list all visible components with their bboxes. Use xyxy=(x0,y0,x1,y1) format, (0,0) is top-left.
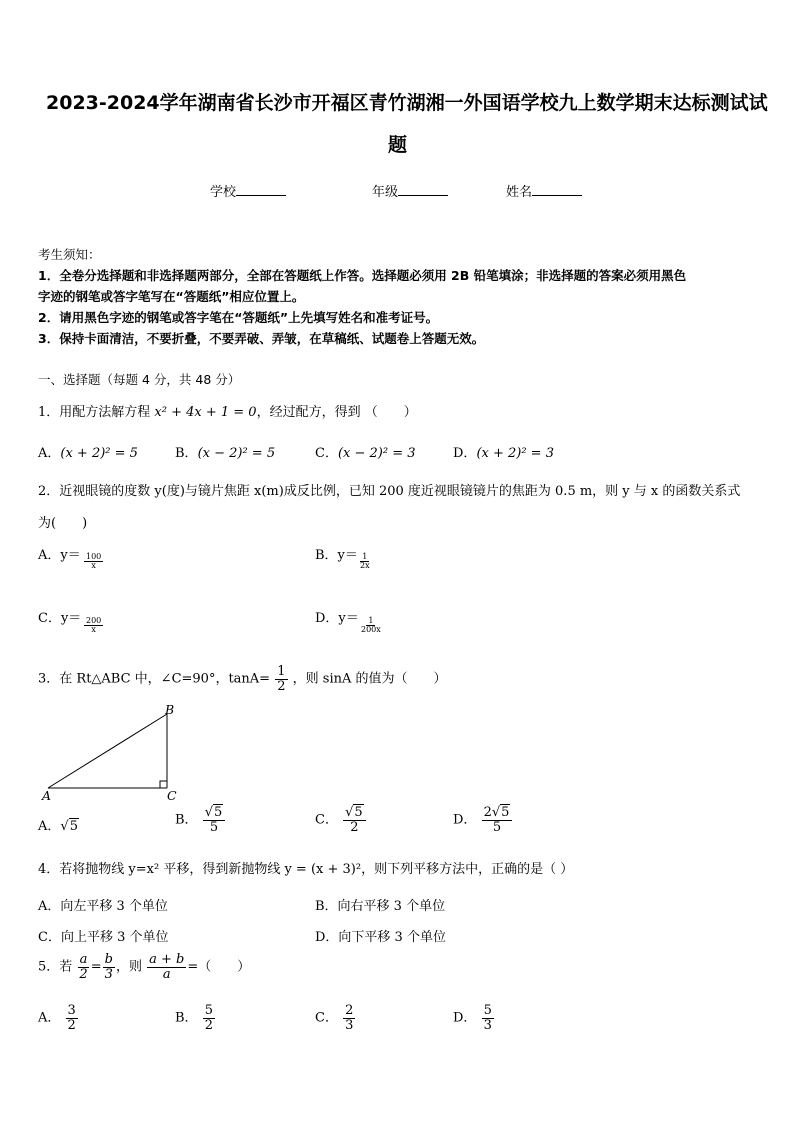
q2-d-numerator: 1 xyxy=(368,616,374,625)
q4-option-d: D．向下平移 3 个单位 xyxy=(315,930,446,945)
q5-mid: ，则 xyxy=(115,959,142,975)
school-label: 学校 xyxy=(210,185,237,200)
q3-option-b-label: B． xyxy=(175,812,198,828)
q5-option-b-denominator: 2 xyxy=(204,1017,213,1033)
q2-option-a-label: A．y＝ xyxy=(38,548,81,563)
q5-prefix: 5．若 xyxy=(38,959,73,975)
q2-option-d-label: D．y＝ xyxy=(315,611,359,626)
q2-b-numerator: 1 xyxy=(362,552,368,561)
q5-option-d-denominator: 3 xyxy=(483,1017,492,1033)
triangle-figure xyxy=(36,700,186,805)
q1-equation: x² + 4x + 1 = 0 xyxy=(154,405,257,420)
q3-option-d-coefficient: 2 xyxy=(483,805,492,820)
q3-option-a-label: A． xyxy=(38,819,61,834)
q3-option-d: D． $\frac{2√5}{5}$ xyxy=(453,806,513,834)
right-angle-mark xyxy=(160,781,167,788)
vertex-a-label: A xyxy=(42,788,52,803)
q5-option-b-numerator: 5 xyxy=(204,1003,213,1018)
q2-c-denominator: x xyxy=(91,625,96,635)
q4-option-b: B．向右平移 3 个单位 xyxy=(315,899,446,914)
q3-option-a-radicand: 5 xyxy=(69,819,78,834)
school-blank xyxy=(236,183,286,196)
q2-option-c-label: C．y＝ xyxy=(38,611,82,626)
q5-option-b xyxy=(175,1004,216,1032)
document-title-line1: 2023-2024学年湖南省长沙市开福区青竹湖湘一外国语学校九上数学期末达标测试试 xyxy=(46,92,768,114)
q2-line1: 2．近视眼镜的度数 y(度)与镜片焦距 x(m)成反比例，已知 200 度近视眼镜镜片的焦距为 0.5 m，则 y 与 x 的函数关系式 xyxy=(38,484,741,499)
notice-heading: 考生须知： xyxy=(38,247,101,262)
q4-option-c: C．向上平移 3 个单位 xyxy=(38,930,169,945)
q5-frac3-denominator: a xyxy=(162,966,171,982)
q3-option-a: A．√5 xyxy=(38,819,78,834)
q1-option-b-text: (x − 2)² = 5 xyxy=(197,446,276,461)
q2-option-d-fraction xyxy=(358,617,384,635)
q5-frac3-numerator: a + b xyxy=(149,952,185,967)
q2-line2: 为( ) xyxy=(38,516,88,531)
q2-c-numerator: 200 xyxy=(86,616,102,625)
q5-option-d-label: D． xyxy=(453,1010,477,1026)
name-blank xyxy=(532,183,582,196)
side-ab xyxy=(48,714,167,788)
q2-option-c xyxy=(38,607,81,626)
q3-tan-denominator: 2 xyxy=(277,678,286,694)
q5-option-a xyxy=(38,1004,79,1032)
q5-frac1-denominator: 2 xyxy=(79,966,88,982)
q5-option-c-label: C． xyxy=(315,1010,338,1026)
q5-option-c-denominator: 3 xyxy=(345,1017,354,1033)
school-field xyxy=(210,181,286,200)
q5-option-a-label: A． xyxy=(38,1010,61,1026)
q1-option-b-label: B． xyxy=(175,446,198,461)
q2-option-b xyxy=(315,544,358,563)
name-label: 姓名 xyxy=(506,185,533,200)
q1-option-b xyxy=(175,442,275,461)
q3-prefix: 3．在 Rt△ABC 中，∠C=90°，tanA= xyxy=(38,671,271,687)
q5-option-b-label: B． xyxy=(175,1010,198,1026)
q5-option-c-numerator: 2 xyxy=(345,1003,354,1018)
notice-item-2: 2．请用黑色字迹的钢笔或答字笔在“答题纸”上先填写姓名和准考证号。 xyxy=(38,310,439,325)
name-field xyxy=(506,181,582,200)
q1-option-c-text: (x − 2)² = 3 xyxy=(337,446,416,461)
q1-option-d-label: D． xyxy=(453,446,477,461)
q1-option-a-text: (x + 2)² = 5 xyxy=(60,446,138,461)
q1-option-c-label: C． xyxy=(315,446,338,461)
q5-option-d xyxy=(453,1004,495,1032)
q1-prefix: 1．用配方法解方程 xyxy=(38,405,155,420)
notice-item-3: 3．保持卡面清洁，不要折叠，不要弄破、弄皱，在草稿纸、试题卷上答题无效。 xyxy=(38,331,485,346)
q3-option-d-denominator: 5 xyxy=(492,819,502,835)
q3-option-c-denominator: 2 xyxy=(350,819,359,835)
question-4: 4．若将抛物线 y=x² 平移，得到新抛物线 y = (x + 3)²，则下列平移方法中，正确的是（ ） xyxy=(38,862,574,877)
q1-option-c xyxy=(315,442,416,461)
q2-d-denominator: 200x xyxy=(361,625,381,635)
q5-frac2-denominator: 3 xyxy=(104,966,113,982)
q2-b-denominator: 2x xyxy=(360,561,370,571)
q2-a-numerator: 100 xyxy=(86,552,102,561)
question-3 xyxy=(38,665,447,693)
question-5 xyxy=(38,953,250,981)
q1-option-a xyxy=(38,442,138,461)
q5-option-c xyxy=(315,1004,356,1032)
notice-item-1b: 字迹的钢笔或答字笔写在“答题纸”相应位置上。 xyxy=(38,289,305,304)
q3-suffix: ，则 sinA 的值为（ ） xyxy=(292,671,447,687)
q5-option-d-numerator: 5 xyxy=(483,1003,492,1018)
q5-frac2-numerator: b xyxy=(104,952,113,967)
q2-option-a xyxy=(38,544,81,563)
q3-option-c-label: C． xyxy=(315,812,338,828)
q4-option-a: A．向左平移 3 个单位 xyxy=(38,899,168,914)
q2-option-d xyxy=(315,607,359,626)
vertex-b-label: B xyxy=(165,702,175,717)
document-title-line2: 题 xyxy=(388,134,408,156)
q5-frac1-numerator: a xyxy=(79,952,88,967)
q1-option-d xyxy=(453,442,554,461)
q2-a-denominator: x xyxy=(91,561,96,571)
q3-option-b-radicand: 5 xyxy=(214,805,223,820)
grade-label: 年级 xyxy=(372,185,399,200)
q3-option-b: B． $\frac{√5}{5}$ xyxy=(175,806,226,834)
vertex-c-label: C xyxy=(167,788,177,803)
question-1 xyxy=(38,401,417,420)
q1-suffix: ，经过配方，得到 （ ） xyxy=(256,405,417,420)
q5-suffix: =（ ） xyxy=(187,959,251,975)
q3-option-c-radicand: 5 xyxy=(354,805,363,820)
q3-option-d-radicand: 5 xyxy=(501,805,510,820)
q1-option-a-label: A． xyxy=(38,446,61,461)
q2-option-c-fraction xyxy=(83,617,104,635)
q2-option-b-label: B．y＝ xyxy=(315,548,358,563)
q3-option-d-label: D． xyxy=(453,812,477,828)
grade-field xyxy=(372,181,448,200)
q2-option-a-fraction xyxy=(83,553,104,571)
q3-tan-numerator: 1 xyxy=(277,664,286,679)
q2-option-b-fraction xyxy=(357,553,373,571)
q3-option-c: C． $\frac{√5}{2}$ xyxy=(315,806,367,834)
section-heading: 一、选择题（每题 4 分，共 48 分） xyxy=(38,372,241,387)
notice-item-1a: 1．全卷分选择题和非选择题两部分，全部在答题纸上作答。选择题必须用 2B 铅笔填涂；非选择题的答案必须用黑色 xyxy=(38,268,687,283)
grade-blank xyxy=(398,183,448,196)
q5-option-a-numerator: 3 xyxy=(67,1003,76,1018)
q1-option-d-text: (x + 2)² = 3 xyxy=(476,446,554,461)
q5-equals: = xyxy=(90,959,102,975)
q3-option-b-denominator: 5 xyxy=(209,819,219,835)
q5-option-a-denominator: 2 xyxy=(67,1017,76,1033)
